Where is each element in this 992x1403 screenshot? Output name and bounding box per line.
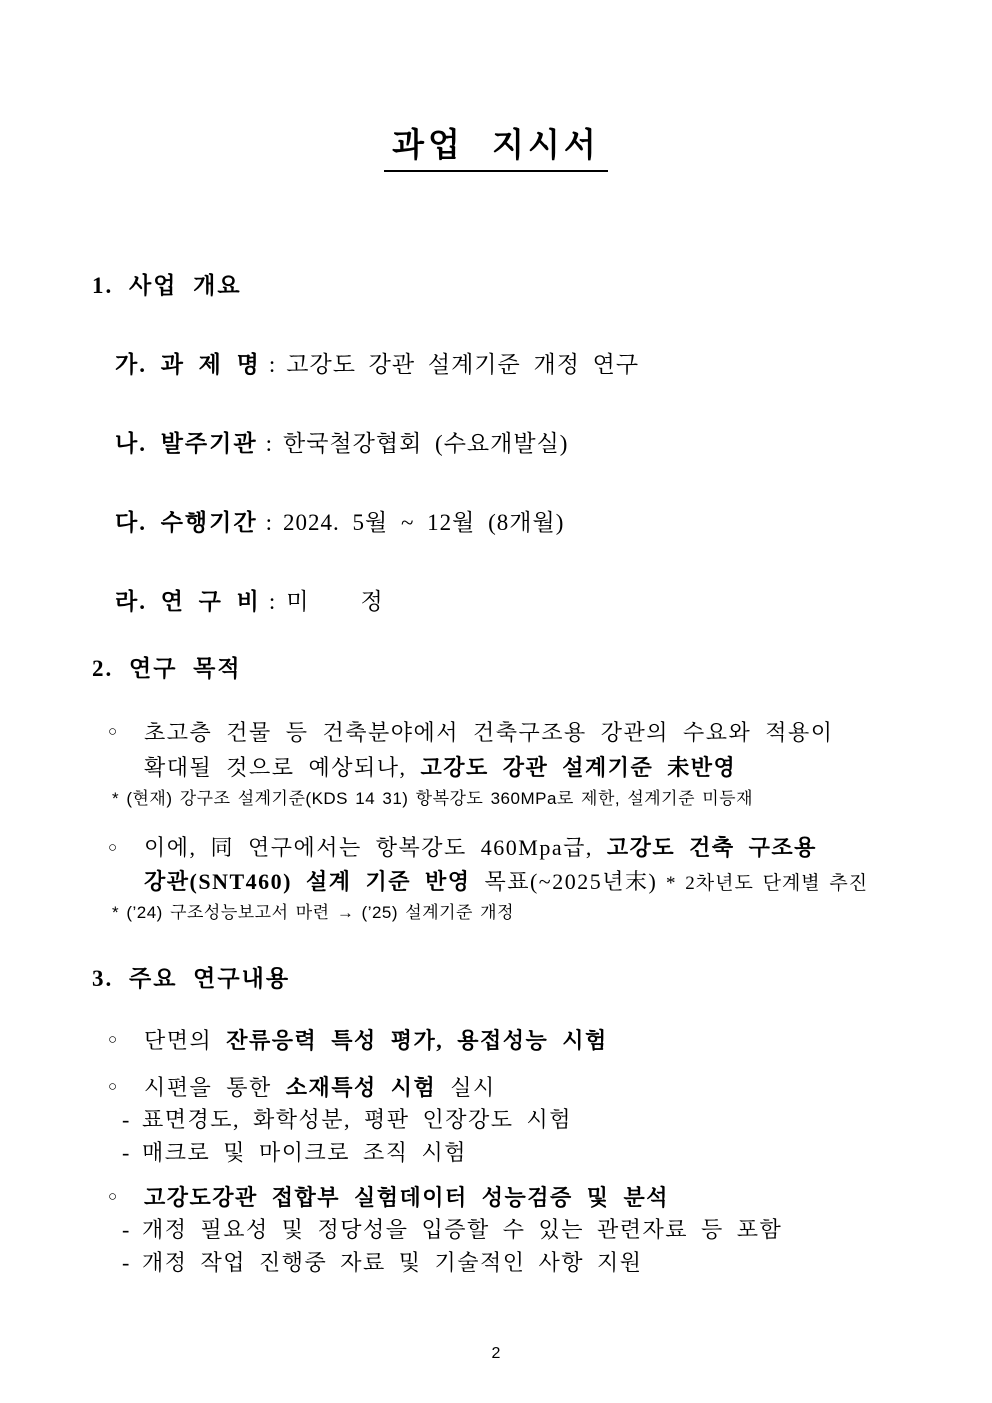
s2-bullet-2-text: [144, 831, 992, 901]
document-title: 과업 지시서: [384, 128, 608, 172]
s1-item-label: 다. 수행기간: [115, 509, 258, 535]
s1-item-project-name: [115, 351, 992, 378]
s2-bullet-2-footnote: * (’24) 구조성능보고서 마련 → (’25) 설계기준 개정: [112, 902, 515, 922]
s2-bullet-1-line-1: 초고층 건물 등 건축분야에서 건축구조용 강관의 수요와 적용이: [144, 719, 834, 745]
dash-bullet-icon: -: [122, 1249, 131, 1275]
s3-b3-bold: 고강도강관 접합부 실험데이터 성능검증 및 분석: [144, 1184, 670, 1210]
s3-bullet-2-text: [144, 1072, 496, 1103]
s3-bullet-3-line: [144, 1182, 669, 1213]
s3-b1-bold: 잔류응력 특성 평가, 용접성능 시험: [226, 1027, 608, 1053]
s3-b3-dash-item: [122, 1246, 992, 1279]
s3-bullet-1-text: [144, 1025, 608, 1056]
dash-bullet-icon: -: [122, 1216, 131, 1242]
s3-b2-regular-post: 실시: [436, 1074, 496, 1100]
s1-item-separator: :: [268, 588, 277, 614]
s1-item-label: 나. 발주기관: [115, 430, 258, 456]
dash-bullet-icon: -: [122, 1106, 131, 1132]
s3-bullet-3: [108, 1182, 992, 1213]
s2-b1-l2-bold: 고강도 강관 설계기준 未반영: [420, 754, 737, 780]
s3-b3-dash-1-text: 개정 필요성 및 정당성을 입증할 수 있는 관련자료 등 포함: [142, 1216, 783, 1242]
s3-b2-dash-item: [122, 1103, 992, 1136]
circle-bullet-icon: ○: [108, 839, 118, 856]
s1-item-value: 고강도 강관 설계기준 개정 연구: [286, 351, 640, 377]
s1-item-separator: :: [265, 430, 273, 456]
section-3-heading: 3. 주요 연구내용: [92, 965, 291, 991]
s3-b3-dash-item: [122, 1213, 992, 1246]
s1-item-separator: :: [265, 509, 273, 535]
s3-bullet-1-line: [144, 1025, 608, 1056]
dash-bullet-icon: -: [122, 1139, 131, 1165]
s3-b2-bold: 소재특성 시험: [285, 1074, 437, 1100]
s3-bullet-2: [108, 1072, 992, 1103]
s3-b2-dash-item: [122, 1136, 992, 1169]
s2-bullet-2-line-1: [144, 831, 992, 865]
s3-bullet-2-line: [144, 1072, 496, 1103]
circle-bullet-icon: ○: [108, 723, 118, 740]
s1-item-value: 미 정: [286, 588, 384, 614]
circle-bullet-icon: ○: [108, 1078, 118, 1095]
page-number: 2: [491, 1345, 501, 1362]
s3-bullet-3-text: [144, 1182, 669, 1213]
s2-bullet-2: [108, 831, 992, 901]
s3-b1-regular: 단면의: [144, 1027, 227, 1053]
section-2-heading: 2. 연구 목적: [92, 655, 242, 681]
s3-b3-dash-2-text: 개정 작업 진행중 자료 및 기술적인 사항 지원: [142, 1249, 643, 1275]
s1-item-budget: [115, 588, 992, 615]
s2-b2-l2-small: * 2차년도 단계별 추진: [657, 872, 869, 894]
s2-bullet-1-footnote: * (현재) 강구조 설계기준(KDS 14 31) 항복강도 360MPa로 제한, 설계기준 미등재: [112, 788, 754, 808]
s2-b1-l2-regular: 확대될 것으로 예상되나,: [144, 754, 421, 780]
s3-b2-dash-2-text: 매크로 및 마이크로 조직 시험: [142, 1139, 468, 1165]
s1-item-label: 라. 연 구 비: [115, 588, 261, 614]
title-wrap: [0, 128, 992, 172]
section-1-heading: 1. 사업 개요: [92, 272, 242, 298]
s1-item-period: [115, 509, 992, 536]
s1-item-label: 가. 과 제 명: [115, 351, 261, 377]
s3-bullet-1: [108, 1025, 992, 1056]
s2-bullet-1-line-2: [144, 750, 992, 785]
s3-b2-regular-pre: 시편을 통한: [144, 1074, 286, 1100]
s1-item-value: 2024. 5월 ~ 12월 (8개월): [282, 509, 565, 535]
s2-b2-l2-bold: 강관(SNT460) 설계 기준 반영: [144, 868, 471, 894]
s2-b2-l1-regular: 이에, 同 연구에서는 항복강도 460Mpa급,: [144, 834, 607, 860]
s2-bullet-1: [108, 715, 992, 785]
circle-bullet-icon: ○: [108, 1031, 118, 1048]
s2-b2-l1-bold: 고강도 건축 구조용: [606, 834, 817, 860]
s2-bullet-1-text: [144, 715, 992, 785]
s1-item-value: 한국철강협회 (수요개발실): [282, 430, 569, 456]
s3-b2-dash-1-text: 표면경도, 화학성분, 평판 인장강도 시험: [142, 1106, 573, 1132]
s1-item-separator: :: [268, 351, 277, 377]
circle-bullet-icon: ○: [108, 1188, 118, 1205]
s1-item-ordering-agency: [115, 430, 992, 457]
s2-bullet-2-line-2: [144, 865, 992, 901]
s2-b2-l2-regular: 목표(~2025년末): [470, 868, 658, 894]
